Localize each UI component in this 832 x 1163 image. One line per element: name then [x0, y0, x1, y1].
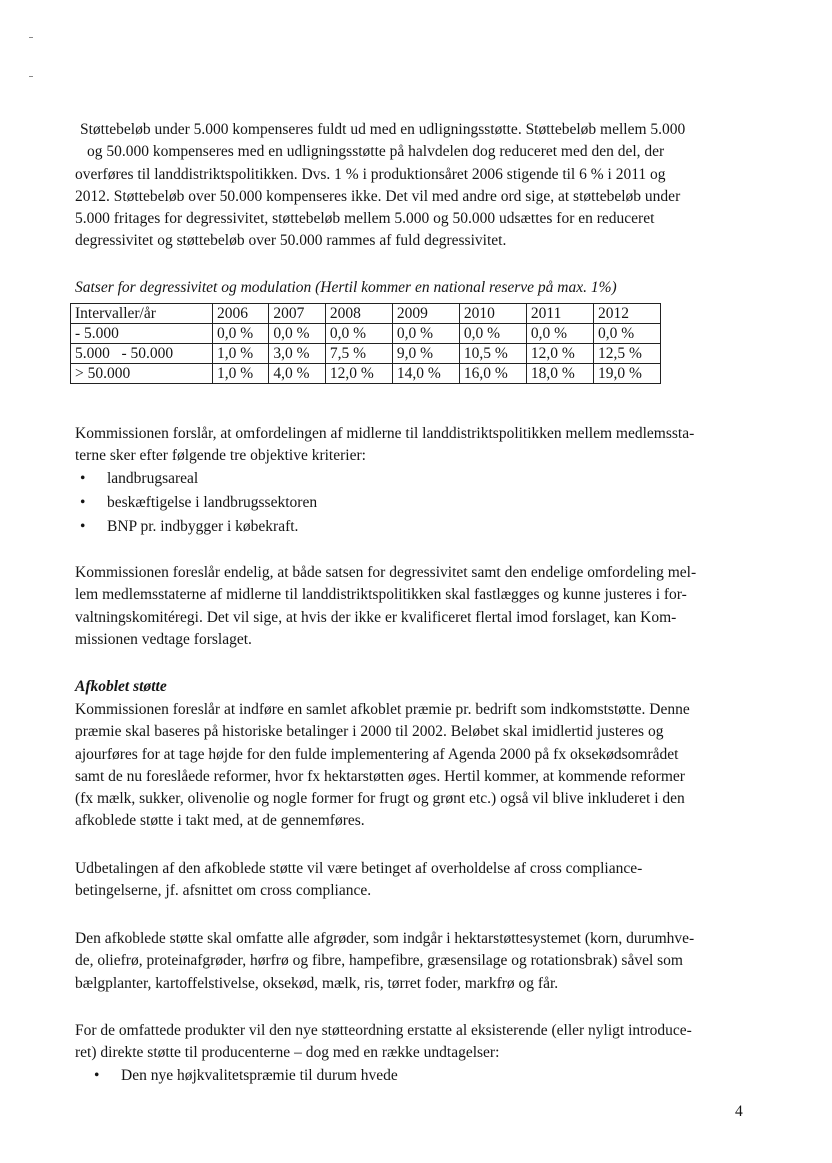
table-cell: 0,0 %	[593, 324, 660, 344]
table-cell: 0,0 %	[459, 324, 526, 344]
text-line: ret) direkte støtte til producenterne – dog med en række undtagelser:	[75, 1044, 500, 1062]
payment-paragraph	[75, 858, 760, 903]
products-list	[89, 1064, 398, 1088]
scan-speck	[29, 37, 33, 38]
table-cell: 0,0 %	[213, 324, 269, 344]
text-line: missionen vedtage forslaget.	[75, 630, 252, 648]
text-line: Kommissionen forslår, at omfordelingen af midlerne til landdistriktspolitikken mellem medlemssta-	[75, 425, 695, 442]
table-row	[71, 344, 661, 364]
table-row	[71, 324, 661, 344]
table-cell: 18,0 %	[526, 364, 593, 384]
table-cell: 9,0 %	[392, 344, 459, 364]
scan-speck	[29, 76, 33, 77]
table-cell: 4,0 %	[269, 364, 325, 384]
table-cell: 10,5 %	[459, 344, 526, 364]
products-paragraph	[75, 1020, 760, 1065]
rates-table	[70, 303, 661, 384]
header-cell: 2009	[392, 304, 459, 324]
text-line: afkoblede støtte i takt med, at de gennemføres.	[75, 812, 365, 830]
table-cell: 0,0 %	[392, 324, 459, 344]
list-item: • beskæftigelse i landbrugssektoren	[75, 491, 317, 515]
text-line: ajourføres for at tage højde for den fulde implementering af Agenda 2000 på fx oksekødsområdet	[75, 745, 679, 763]
list-item: • landbrugsareal	[75, 467, 317, 491]
text-line: lem medlemsstaterne af midlerne til landdistriktspolitikken skal fastlægges og kunne justeres i for-	[75, 586, 687, 604]
table-cell: 12,5 %	[593, 344, 660, 364]
text-line: bælgplanter, kartoffelstivelse, oksekød, mælk, ris, tørret foder, markfrø og får.	[75, 974, 559, 992]
text-line: og 50.000 kompenseres med en udligningsstøtte på halvdelen dog reduceret med den del, der	[87, 143, 665, 161]
text-line: terne sker efter følgende tre objektive kriterier:	[75, 447, 366, 465]
text-line: (fx mælk, sukker, olivenolie og nogle former for frugt og grønt etc.) også vil blive inkluderet i den	[75, 790, 685, 808]
text-line: 2012. Støttebeløb over 50.000 kompenseres ikke. Det vil med andre ord sige, at støttebeløb under	[75, 187, 681, 205]
header-cell: 2011	[526, 304, 593, 324]
table-cell: 7,5 %	[325, 344, 392, 364]
table-cell: 3,0 %	[269, 344, 325, 364]
header-cell: 2008	[325, 304, 392, 324]
table-header-row	[71, 304, 661, 324]
text-line: 5.000 fritages for degressivitet, støttebeløb mellem 5.000 og 50.000 udsættes for en reduceret	[75, 210, 655, 228]
criteria-list	[75, 467, 317, 539]
table-cell: > 50.000	[71, 364, 213, 384]
text-line: Kommissionen foreslår at indføre en samlet afkoblet præmie pr. bedrift som indkomststøtte. Denne	[75, 701, 690, 718]
text-line: valtningskomitéregi. Det vil sige, at hvis der ikke er kvalificeret flertal imod forslaget, kan Kom-	[75, 608, 677, 626]
criteria-paragraph	[75, 423, 760, 468]
table-cell: 1,0 %	[213, 344, 269, 364]
table-cell: 19,0 %	[593, 364, 660, 384]
header-cell: 2006	[213, 304, 269, 324]
scope-paragraph	[75, 928, 760, 995]
section-heading: Afkoblet støtte	[75, 678, 167, 695]
text-line: de, oliefrø, proteinafgrøder, hørfrø og fibre, hampefibre, græsensilage og rotationsbrak) såvel som	[75, 952, 683, 970]
text-line: Den afkoblede støtte skal omfatte alle afgrøder, som indgår i hektarstøttesystemet (korn, durumhve-	[75, 930, 695, 947]
text-line: præmie skal baseres på historiske betalinger i 2000 til 2002. Beløbet skal imidlertid justeres og	[75, 723, 664, 741]
list-item: • Den nye højkvalitetspræmie til durum hvede	[89, 1064, 398, 1088]
page-number: 4	[735, 1103, 743, 1120]
text-line: For de omfattede produkter vil den nye støtteordning erstatte al eksisterende (eller nyligt introduce-	[75, 1022, 692, 1039]
text-line: Kommissionen foreslår endelig, at både satsen for degressivitet samt den endelige omfordeling mel-	[75, 564, 697, 581]
header-cell: 2010	[459, 304, 526, 324]
text-line: samt de nu foreslåede reformer, hvor fx hektarstøtten øges. Hertil kommer, at kommende reformer	[75, 767, 685, 785]
table-caption: Satser for degressivitet og modulation (Hertil kommer en national reserve på max. 1%)	[75, 279, 617, 296]
table-cell: 14,0 %	[392, 364, 459, 384]
table-cell: 1,0 %	[213, 364, 269, 384]
final-proposal-paragraph	[75, 562, 760, 651]
header-cell: Intervaller/år	[71, 304, 213, 324]
header-cell: 2012	[593, 304, 660, 324]
table-cell: - 5.000	[71, 324, 213, 344]
text-line: Udbetalingen af den afkoblede støtte vil være betinget af overholdelse af cross compliance-	[75, 860, 643, 877]
table-cell: 0,0 %	[526, 324, 593, 344]
section-paragraph	[75, 699, 760, 833]
table-cell: 12,0 %	[325, 364, 392, 384]
header-cell: 2007	[269, 304, 325, 324]
text-line: degressivitet og støttebeløb over 50.000 rammes af fuld degressivitet.	[75, 232, 507, 250]
intro-paragraph	[75, 119, 760, 253]
table-cell: 0,0 %	[269, 324, 325, 344]
text-line: betingelserne, jf. afsnittet om cross compliance.	[75, 882, 372, 900]
text-line: overføres til landdistriktspolitikken. Dvs. 1 % i produktionsåret 2006 stigende til 6 % i 2011 og	[75, 165, 666, 183]
table-cell: 16,0 %	[459, 364, 526, 384]
table-row	[71, 364, 661, 384]
table-cell: 12,0 %	[526, 344, 593, 364]
table-cell: 5.000 - 50.000	[71, 344, 213, 364]
table-cell: 0,0 %	[325, 324, 392, 344]
text-line: Støttebeløb under 5.000 kompenseres fuldt ud med en udligningsstøtte. Støttebeløb mellem 5.000	[80, 121, 686, 138]
list-item: • BNP pr. indbygger i købekraft.	[75, 515, 317, 539]
